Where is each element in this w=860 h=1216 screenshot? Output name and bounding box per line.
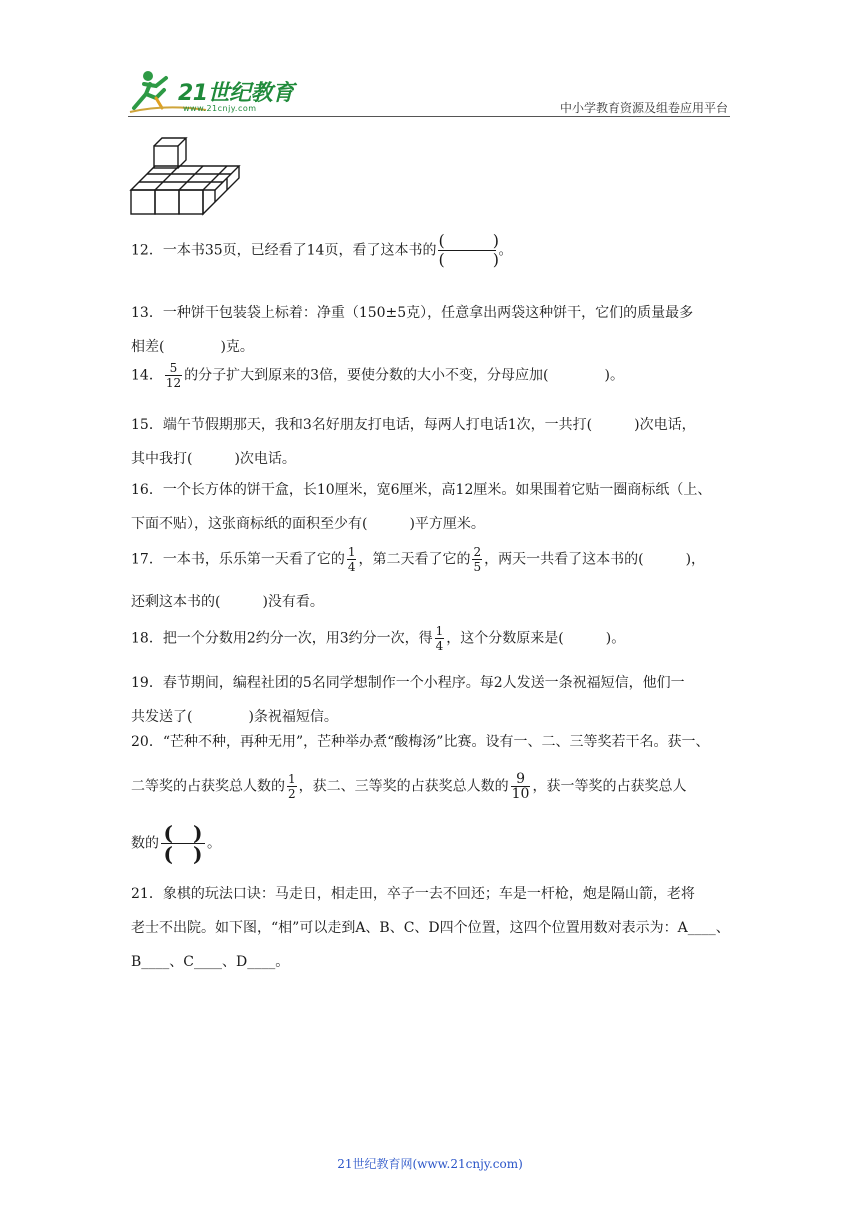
- fraction-numerator: 1: [435, 624, 444, 638]
- fraction: [347, 545, 357, 574]
- fraction: [472, 545, 482, 574]
- fraction-numerator: 1: [288, 772, 296, 786]
- question-16: [131, 473, 731, 541]
- fraction-denominator: 10: [511, 786, 530, 802]
- question-18: [131, 624, 731, 653]
- question-number: 12．: [131, 242, 163, 259]
- header-divider: [128, 116, 730, 117]
- question-text: 一种饼干包装袋上标着：净重（150±5克），任意拿出两袋这种饼干，它们的质量最多: [162, 305, 694, 321]
- answer-line[interactable]: 共发送了( )条祝福短信。: [131, 709, 338, 725]
- question-text: 。: [498, 242, 513, 259]
- fraction-numerator: 2: [473, 545, 482, 559]
- answer-line[interactable]: 下面不贴），这张商标纸的面积至少有( )平方厘米。: [131, 516, 485, 532]
- question-14: [131, 361, 731, 390]
- question-number: 13．: [131, 305, 163, 321]
- cube-stack-figure: [128, 137, 244, 217]
- question-text: 把一个分数用2约分一次，用3约分一次，得: [162, 630, 433, 647]
- question-text: 二等奖的占获奖总人数的: [131, 778, 285, 795]
- fraction-numerator: ( ): [161, 823, 205, 844]
- question-text: 一本书，乐乐第一天看了它的: [162, 551, 345, 568]
- question-text: 数的: [131, 835, 159, 852]
- answer-line[interactable]: 其中我打( )次电话。: [131, 451, 296, 467]
- question-text[interactable]: 老士不出院。如下图，“相”可以走到A、B、C、D四个位置，这四个位置用数对表示为：A____、: [131, 920, 730, 936]
- question-21: [131, 877, 731, 979]
- question-text: ，获一等奖的占获奖总人: [532, 778, 687, 795]
- question-text: 一个长方体的饼干盒，长10厘米，宽6厘米，高12厘米。如果围着它贴一圈商标纸（上、: [162, 482, 712, 498]
- fraction: [287, 772, 297, 801]
- logo-url: www.21cnjy.com: [183, 104, 257, 113]
- fraction-denominator: 4: [435, 639, 444, 653]
- question-number: 16．: [131, 482, 163, 498]
- fraction-denominator: 2: [288, 787, 296, 801]
- question-13: [131, 296, 731, 364]
- fraction: [165, 361, 182, 390]
- answer-line[interactable]: 还剩这本书的( )没有看。: [131, 594, 324, 610]
- fraction-numerator: 9: [511, 772, 531, 787]
- header-right-text: 中小学教育资源及组卷应用平台: [559, 101, 728, 115]
- question-text[interactable]: ，这个分数原来是( )。: [446, 630, 626, 647]
- fraction-denominator: 5: [473, 560, 482, 574]
- blank-fraction[interactable]: [161, 823, 205, 864]
- question-number: 15．: [131, 417, 163, 433]
- fraction-denominator: ( ): [163, 842, 203, 866]
- question-number: 14．: [131, 367, 163, 384]
- question-text[interactable]: ，两天一共看了这本书的( )，: [484, 551, 706, 568]
- answer-line[interactable]: 相差( )克。: [131, 339, 254, 355]
- question-text[interactable]: 端午节假期那天，我和3名好朋友打电话，每两人打电话1次，一共打( )次电话，: [162, 417, 696, 433]
- question-text: “芒种不种，再种无用”，芒种举办煮“酸梅汤”比赛。设有一、二、三等奖若干名。获一、: [162, 734, 710, 750]
- page-footer: 21世纪教育网(www.21cnjy.com): [337, 1157, 523, 1171]
- question-number: 19．: [131, 675, 163, 691]
- question-20: [131, 732, 731, 864]
- blank-fraction[interactable]: [438, 231, 499, 269]
- question-19: [131, 666, 731, 734]
- question-15: [131, 408, 731, 476]
- question-text: 一本书35页，已经看了14页，看了这本书的: [162, 242, 437, 259]
- fraction-numerator: ( ): [438, 231, 499, 250]
- fraction: [435, 624, 445, 653]
- question-17: [131, 545, 731, 612]
- question-text[interactable]: 的分子扩大到原来的3倍，要使分数的大小不变，分母应加( )。: [184, 367, 624, 384]
- logo-text: 21世纪教育: [178, 81, 294, 106]
- question-text: 春节期间，编程社团的5名同学想制作一个小程序。每2人发送一条祝福短信，他们一: [162, 675, 685, 691]
- question-text: ，第二天看了它的: [358, 551, 471, 568]
- question-number: 20．: [131, 734, 163, 750]
- fraction-denominator: 4: [347, 560, 356, 574]
- question-number: 17．: [131, 551, 163, 568]
- question-text: 象棋的玩法口诀：马走日，相走田，卒子一去不回还；车是一杆枪，炮是隔山箭，老将: [162, 886, 695, 902]
- fraction-denominator: ( ): [438, 250, 499, 269]
- answer-line[interactable]: B____、C____、D____。: [131, 954, 290, 970]
- fraction-numerator: 1: [347, 545, 356, 559]
- question-number: 21．: [131, 886, 163, 902]
- question-12: [131, 232, 731, 269]
- fraction-denominator: 12: [165, 376, 182, 390]
- fraction-numerator: 5: [165, 361, 182, 376]
- fraction: [511, 772, 531, 801]
- question-text: 。: [207, 835, 221, 852]
- page-header: [0, 0, 860, 130]
- question-text: ，获二、三等奖的占获奖总人数的: [298, 778, 509, 795]
- question-number: 18．: [131, 630, 163, 647]
